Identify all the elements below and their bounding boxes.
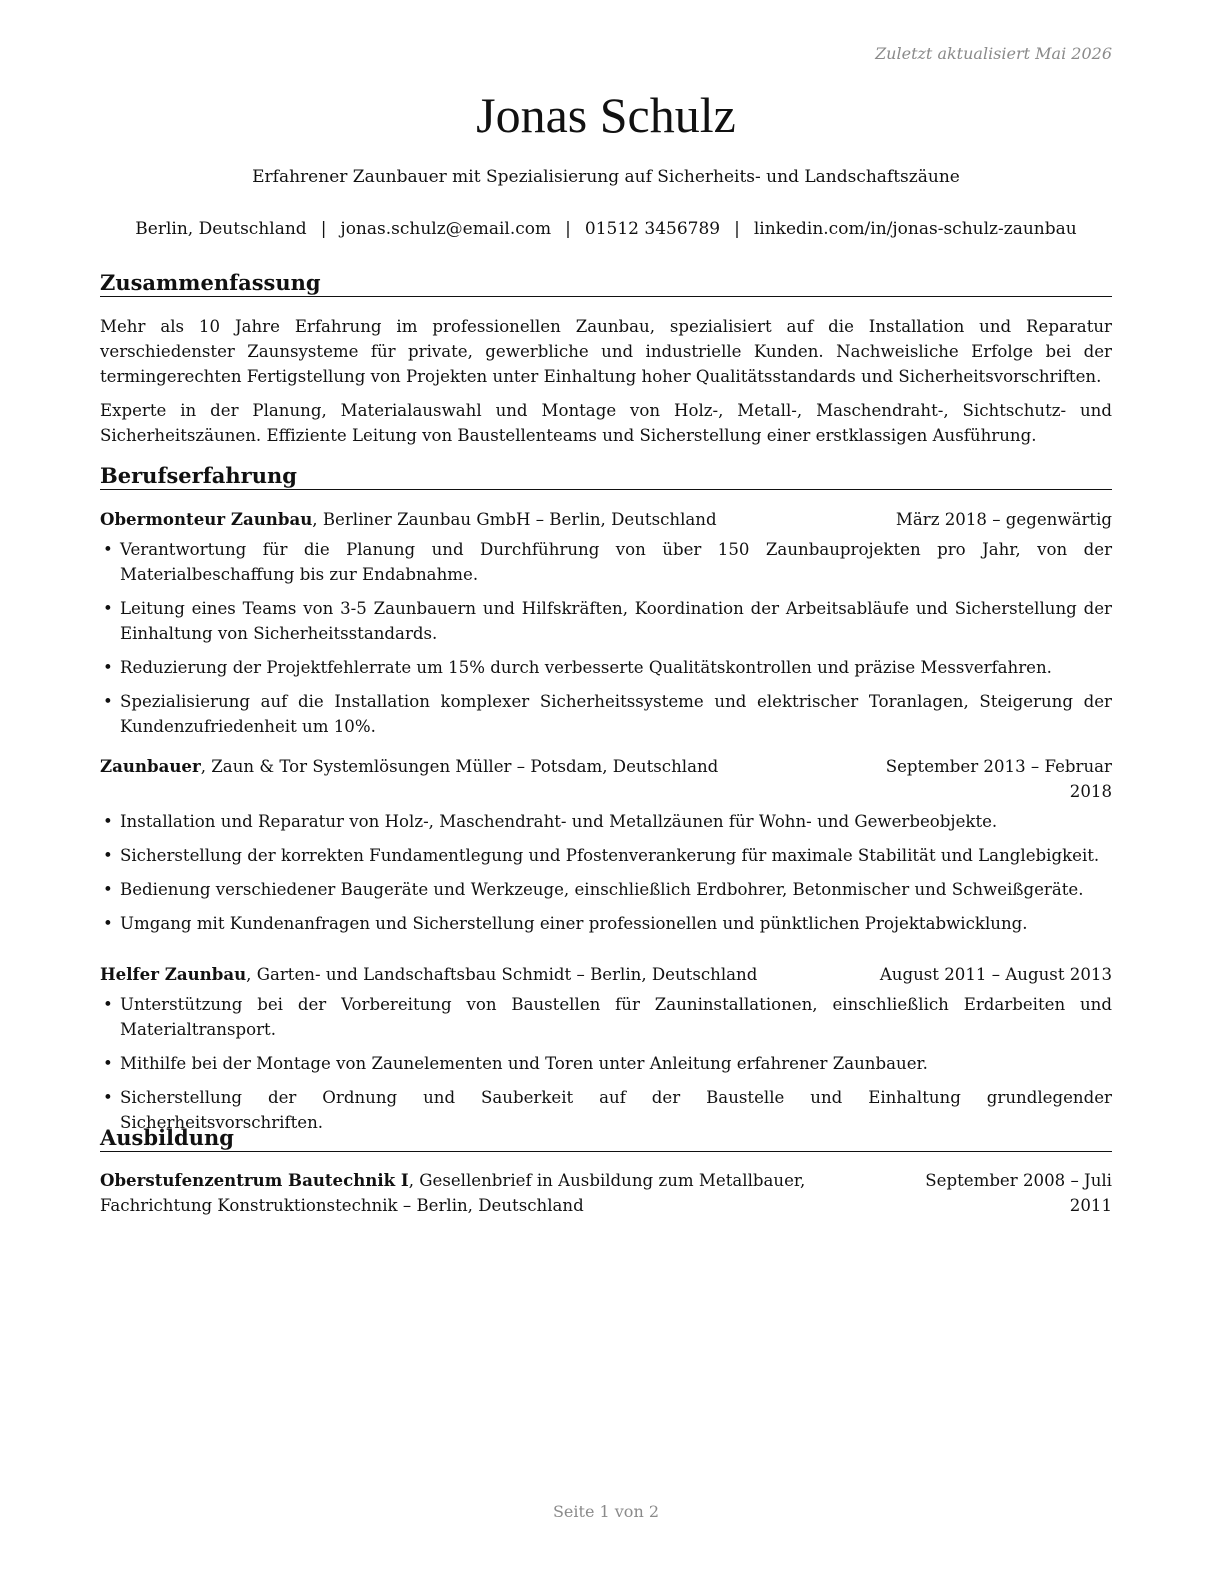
bullet-icon: •: [103, 599, 113, 618]
section-title-experience: Berufserfahrung: [100, 463, 1112, 490]
job-bullets: [100, 809, 1112, 945]
bullet-text: Unterstützung bei der Vorbereitung von Baustellen für Zauninstallationen, einschließlich Erdarbeiten und Materialtransport.: [120, 995, 1112, 1039]
bullet-icon: •: [103, 692, 113, 711]
last-updated: Zuletzt aktualisiert Mai 2026: [875, 44, 1112, 63]
education-entry: [100, 1168, 1112, 1218]
contact-linkedin[interactable]: linkedin.com/in/jonas-schulz-zaunbau: [753, 219, 1077, 239]
bullet-text: Mithilfe bei der Montage von Zaunelementen und Toren unter Anleitung erfahrener Zaunbauer.: [120, 1054, 928, 1073]
headline: Erfahrener Zaunbauer mit Spezialisierung auf Sicherheits- und Landschaftszäune: [252, 167, 960, 187]
bullet-text: Bedienung verschiedener Baugeräte und Werkzeuge, einschließlich Erdbohrer, Betonmischer und Schweißgeräte.: [120, 880, 1084, 899]
bullet-icon: •: [103, 540, 113, 559]
summary-paragraph: Mehr als 10 Jahre Erfahrung im professionellen Zaunbau, spezialisiert auf die Installation und Reparatur verschiedenster Zaunsysteme für private, gewerbliche und industrielle Kunden. Nachweisliche Erfolge bei der termingerechten Fertigstellung von Projekten unter Einhaltung hoher Qualitätsstandards und Sicherheitsvorschriften.: [100, 317, 1112, 386]
bullet-icon: •: [103, 995, 113, 1014]
contact-separator: |: [734, 219, 740, 239]
page-number: Seite 1 von 2: [552, 1502, 660, 1521]
job-dates: September 2013 – Februar 2018: [885, 757, 1112, 801]
job-role: Helfer Zaunbau: [100, 964, 247, 984]
bullet-icon: •: [103, 1054, 113, 1073]
list-item: [100, 655, 1112, 680]
bullet-text: Spezialisierung auf die Installation komplexer Sicherheitssysteme und elektrischer Toranlagen, Steigerung der Kundenzufriedenheit um 10%.: [120, 692, 1112, 736]
bullet-text: Umgang mit Kundenanfragen und Sicherstellung einer professionellen und pünktlichen Projektabwicklung.: [120, 914, 1028, 933]
bullet-icon: •: [103, 914, 113, 933]
list-item: [100, 596, 1112, 646]
bullet-icon: •: [103, 658, 113, 677]
job-role: Obermonteur Zaunbau: [100, 509, 313, 529]
bullet-icon: •: [103, 880, 113, 899]
list-item: [100, 689, 1112, 739]
list-item: [100, 537, 1112, 587]
list-item: [100, 877, 1112, 902]
job-employer: , Zaun & Tor Systemlösungen Müller – Potsdam, Deutschland: [200, 757, 719, 776]
contact-line: [100, 219, 1112, 239]
job-bullets: [100, 992, 1112, 1144]
job-role: Zaunbauer: [100, 756, 201, 776]
bullet-text: Sicherstellung der korrekten Fundamentlegung und Pfostenverankerung für maximale Stabilität und Langlebigkeit.: [120, 846, 1100, 865]
resume-page: [100, 0, 1112, 1584]
job-heading: [100, 754, 1112, 801]
section-title-education: Ausbildung: [100, 1125, 1112, 1152]
bullet-icon: •: [103, 812, 113, 831]
bullet-text: Verantwortung für die Planung und Durchführung von über 150 Zaunbauprojekten pro Jahr, von der Materialbeschaffung bis zur Endabnahme.: [120, 540, 1112, 584]
bullet-text: Leitung eines Teams von 3-5 Zaunbauern und Hilfskräften, Koordination der Arbeitsabläufe und Sicherstellung der Einhaltung von Sicherheitsstandards.: [120, 599, 1112, 643]
candidate-name: Jonas Schulz: [476, 87, 736, 143]
list-item: [100, 809, 1112, 834]
contact-email[interactable]: jonas.schulz@email.com: [340, 219, 552, 239]
contact-phone[interactable]: 01512 3456789: [584, 219, 721, 239]
bullet-text: Reduzierung der Projektfehlerrate um 15% durch verbesserte Qualitätskontrollen und präzise Messverfahren.: [120, 658, 1052, 677]
bullet-text: Installation und Reparatur von Holz-, Maschendraht- und Metallzäunen für Wohn- und Gewerbeobjekte.: [120, 812, 998, 831]
bullet-text: Sicherstellung der Ordnung und Sauberkeit auf der Baustelle und Einhaltung grundlegender Sicherheitsvorschriften.: [120, 1088, 1112, 1132]
job-employer: , Berliner Zaunbau GmbH – Berlin, Deutschland: [312, 510, 717, 529]
job-bullets: [100, 537, 1112, 748]
job-employer: , Garten- und Landschaftsbau Schmidt – Berlin, Deutschland: [246, 965, 758, 984]
summary-paragraph: Experte in der Planung, Materialauswahl und Montage von Holz-, Metall-, Maschendraht-, Sichtschutz- und Sicherheitszäunen. Effiziente Leitung von Baustellenteams und Sicherstellung einer erstklassigen Ausführung.: [100, 401, 1112, 445]
job-dates: August 2011 – August 2013: [879, 965, 1112, 984]
list-item: [100, 911, 1112, 936]
education-details: , Gesellenbrief in Ausbildung zum Metallbauer, Fachrichtung Konstruktionstechnik – Berlin, Deutschland: [100, 1171, 806, 1215]
education-dates: September 2008 – Juli 2011: [925, 1171, 1112, 1215]
job-heading: [100, 507, 1112, 532]
section-title-summary: Zusammenfassung: [100, 270, 1112, 297]
list-item: [100, 1051, 1112, 1076]
bullet-icon: •: [103, 1088, 113, 1107]
bullet-icon: •: [103, 846, 113, 865]
contact-separator: |: [320, 219, 327, 239]
education-text: [100, 1168, 890, 1218]
job-dates: März 2018 – gegenwärtig: [895, 510, 1112, 529]
job-heading: [100, 962, 1112, 987]
education-school: Oberstufenzentrum Bautechnik I: [100, 1170, 409, 1190]
contact-separator: |: [565, 219, 571, 239]
list-item: [100, 843, 1112, 868]
contact-location: Berlin, Deutschland: [135, 219, 307, 239]
list-item: [100, 992, 1112, 1042]
